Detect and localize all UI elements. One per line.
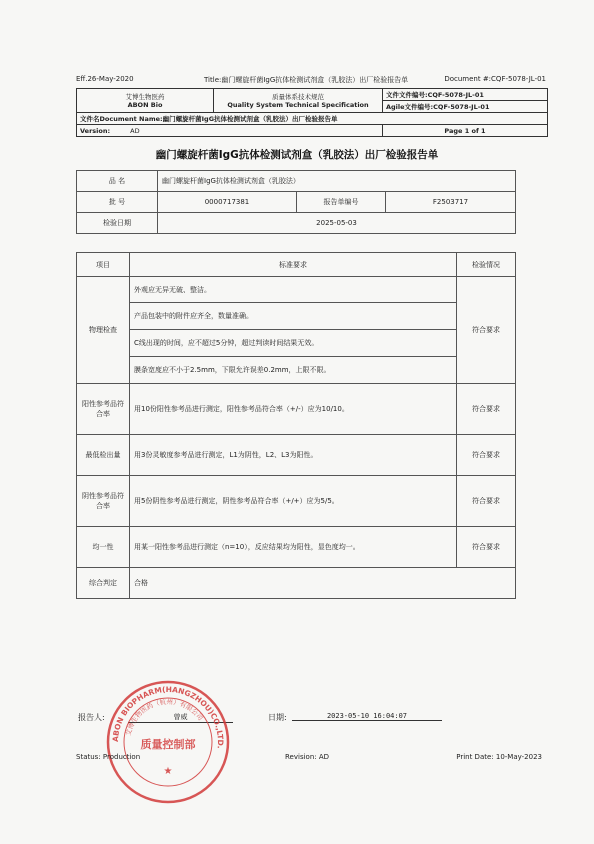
date-label: 检验日期: [77, 213, 158, 234]
row-item: 物理检查: [77, 277, 130, 384]
table-row: [77, 435, 516, 476]
report-no-label: 报告单编号: [297, 192, 386, 213]
seal-center-text: 质量控制部: [140, 738, 196, 751]
document-header: [76, 88, 548, 137]
row-item: 阴性参考品符合率: [77, 476, 130, 527]
row-std: 合格: [130, 568, 516, 599]
sub-std-item: C线出现的时间，应不超过5分钟，超过判读时间结果无效。: [130, 330, 456, 357]
seal-star: ★: [163, 766, 173, 777]
row-item: 综合判定: [77, 568, 130, 599]
system-en: Quality System Technical Specification: [227, 101, 369, 109]
doc-number-cell: 文件文件编号:CQF-5078-JL-01: [383, 89, 548, 101]
document-number: Document #:CQF-5078-JL-01: [444, 75, 546, 83]
inspection-table: [76, 252, 516, 599]
doc-name-cell: 文件名Document Name:幽门螺旋杆菌IgG抗体检测试剂盒（乳胶法）出厂检验报告单: [77, 113, 548, 125]
company-seal: [106, 680, 230, 804]
version-label: Version:: [80, 126, 111, 135]
page-number: Page 1 of 1: [383, 125, 548, 137]
row-result: 符合要求: [457, 277, 516, 384]
footer-revision: Revision: AD: [285, 753, 330, 761]
col-std-header: 标准要求: [130, 253, 457, 277]
version-value: AD: [130, 126, 140, 135]
date-value: 2025-05-03: [158, 213, 516, 234]
table-row: [77, 277, 516, 384]
reporter-name: 曾威: [128, 712, 233, 723]
product-info-table: [76, 170, 516, 234]
company-cn: 艾博生物医药: [125, 93, 165, 101]
report-title: 幽门螺旋杆菌IgG抗体检测试剂盒（乳胶法）出厂检验报告单: [155, 149, 439, 161]
row-std: 用10份阳性参考品进行测定，阳性参考品符合率（+/-）应为10/10。: [130, 384, 457, 435]
name-value: 幽门螺旋杆菌IgG抗体检测试剂盒（乳胶法）: [158, 171, 516, 192]
reporter-label: 报告人:: [78, 713, 105, 722]
row-std: 用某一阳性参考品进行测定（n=10），反应结果均为阳性，显色度均一。: [130, 527, 457, 568]
row-std: 用5份阴性参考品进行测定，阴性参考品符合率（+/+）应为5/5。: [130, 476, 457, 527]
system-cn: 质量体系技术规范: [272, 93, 324, 101]
sub-std-item: 外观应无异无破、整洁。: [130, 277, 456, 303]
top-line: [76, 75, 546, 87]
seal-cn-arc: 艾博生物医药（杭州）有限公司: [124, 697, 205, 737]
report-no-value: F2503717: [386, 192, 516, 213]
table-row: [77, 476, 516, 527]
table-row: [77, 384, 516, 435]
agile-number-cell: Agile文件编号:CQF-5078-JL-01: [383, 101, 548, 113]
footer-print-date: Print Date: 10-May-2023: [456, 753, 542, 761]
col-item-header: 项目: [77, 253, 130, 277]
sub-std-item: 产品包装中的附件应齐全，数量准确。: [130, 303, 456, 330]
version-cell: [77, 125, 383, 137]
effective-date: Eff.26-May-2020: [76, 75, 134, 83]
row-std: 用3份灵敏度参考品进行测定，L1为阴性，L2、L3为阳性。: [130, 435, 457, 476]
sub-std-item: 膜条宽度应不小于2.5mm，下限允许误差0.2mm，上限不限。: [134, 366, 331, 374]
row-result: 符合要求: [457, 384, 516, 435]
seal-ring-text: ABON BIOPHARM(HANGZHOU)CO.,LTD.: [110, 684, 226, 750]
row-item: 最低检出量: [77, 435, 130, 476]
col-result-header: 检验情况: [457, 253, 516, 277]
row-item: 阳性参考品符合率: [77, 384, 130, 435]
sign-date-label: 日期:: [268, 713, 287, 722]
batch-value: 0000717381: [158, 192, 297, 213]
footer-status: Status: Production: [76, 753, 141, 761]
batch-label: 批 号: [77, 192, 158, 213]
table-row: [77, 568, 516, 599]
sign-date-value: 2023-05-10 16:04:07: [292, 712, 442, 721]
system-cell: [214, 89, 383, 113]
row-result: 符合要求: [457, 435, 516, 476]
table-row: [77, 527, 516, 568]
company-en: ABON Bio: [127, 101, 163, 109]
company-cell: [77, 89, 214, 113]
row-result: 符合要求: [457, 476, 516, 527]
row-result: 符合要求: [457, 527, 516, 568]
row-std: [130, 277, 457, 384]
name-label: 品 名: [77, 171, 158, 192]
row-item: 均一性: [77, 527, 130, 568]
doc-title-line: Title:幽门螺旋杆菌IgG抗体检测试剂盒（乳胶法）出厂检验报告单: [204, 76, 409, 84]
